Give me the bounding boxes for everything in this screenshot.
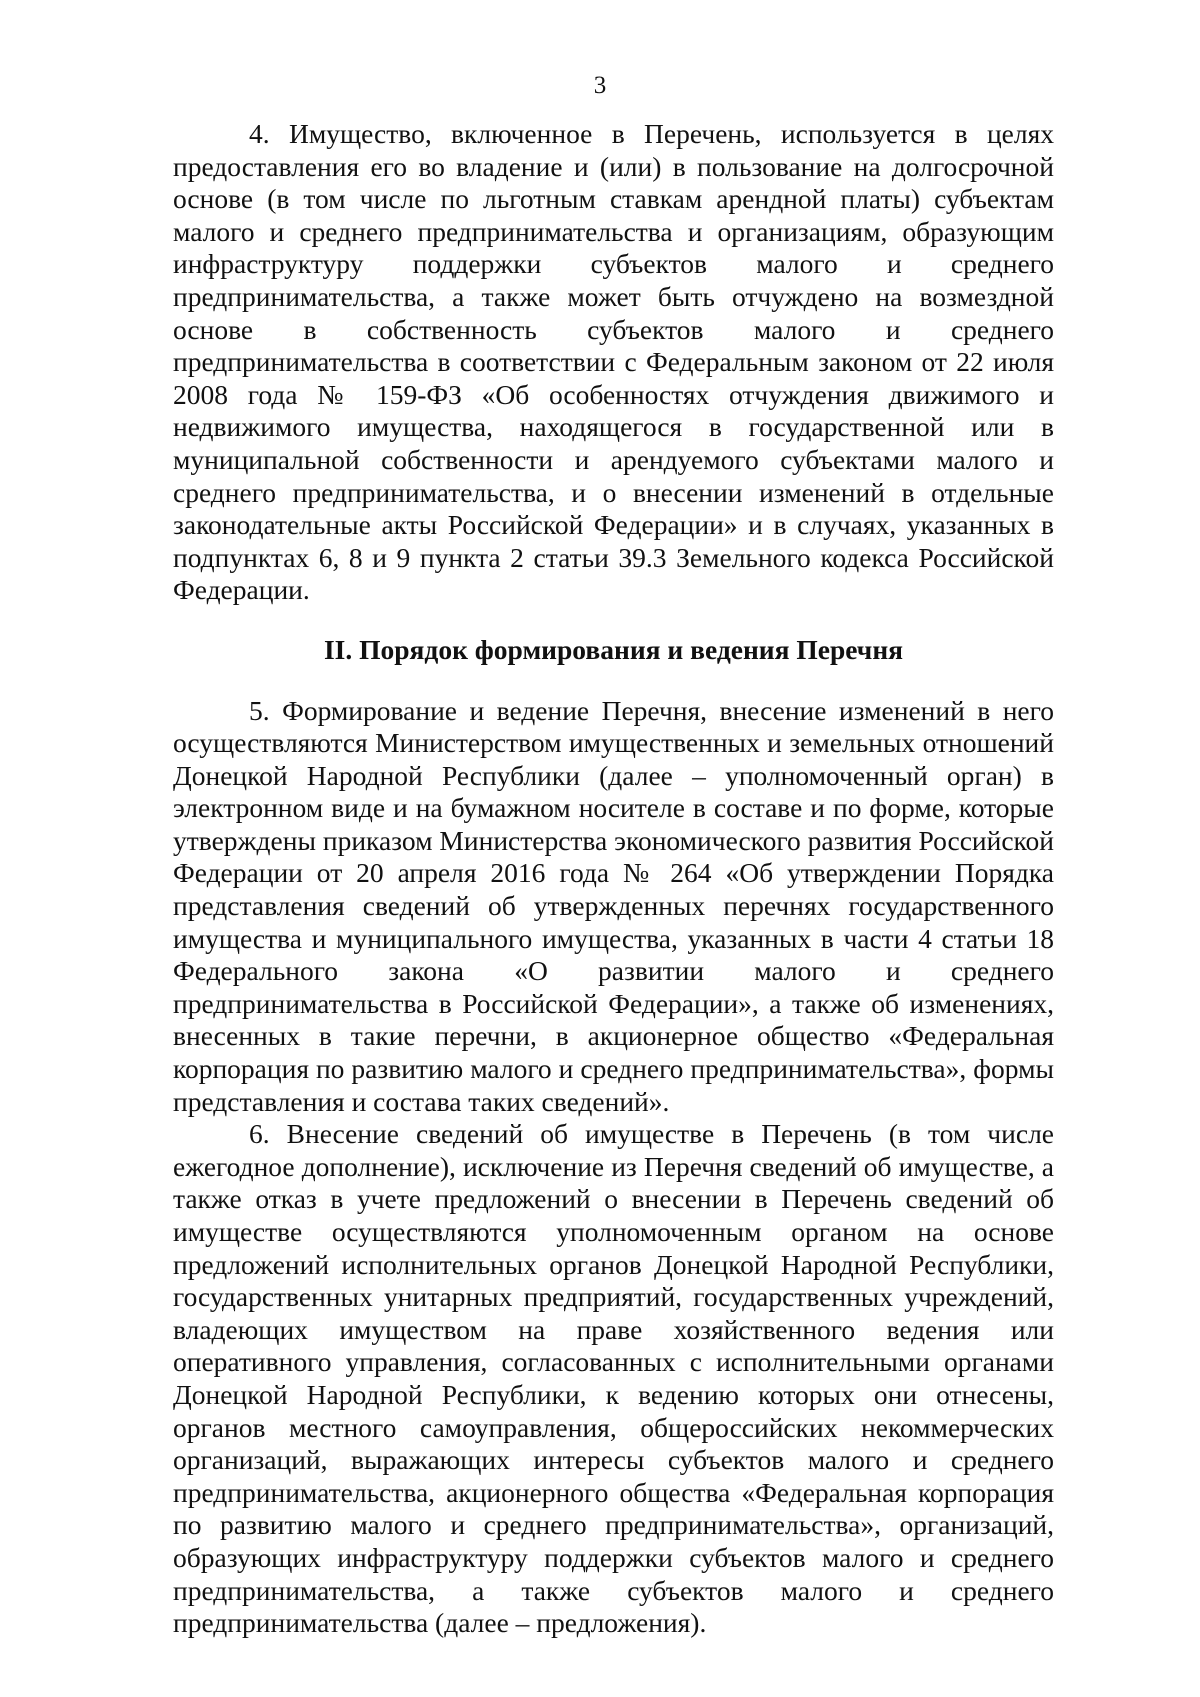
document-body bbox=[173, 118, 1054, 1640]
page-number: 3 bbox=[593, 72, 607, 99]
paragraph-4: 4. Имущество, включенное в Перечень, используется в целях предоставления его во владение и (или) в пользование на долгосрочной основе (в том числе по льготным ставкам арендной платы) субъектам малого и среднего предпринимательства и организациям, образующим инфраструктуру поддержки субъектов малого и среднего предпринимательства, а также может быть отчуждено на возмездной основе в собственность субъектов малого и среднего предпринимательства в соответствии с Федеральным законом от 22 июля 2008 года № 159-ФЗ «Об особенностях отчуждения движимого и недвижимого имущества, находящегося в государственной или в муниципальной собственности и арендуемого субъектами малого и среднего предпринимательства, и о внесении изменений в отдельные законодательные акты Российской Федерации» и в случаях, указанных в подпунктах 6, 8 и 9 пункта 2 статьи 39.3 Земельного кодекса Российской Федерации. bbox=[173, 118, 1054, 606]
paragraph-6: 6. Внесение сведений об имуществе в Перечень (в том числе ежегодное дополнение), исключение из Перечня сведений об имуществе, а также отказ в учете предложений о внесении в Перечень сведений об имуществе осуществляются уполномоченным органом на основе предложений исполнительных органов Донецкой Народной Республики, государственных унитарных предприятий, государственных учреждений, владеющих имуществом на праве хозяйственного ведения или оперативного управления, согласованных с исполнительными органами Донецкой Народной Республики, к ведению которых они отнесены, органов местного самоуправления, общероссийских некоммерческих организаций, выражающих интересы субъектов малого и среднего предпринимательства, акционерного общества «Федеральная корпорация по развитию малого и среднего предпринимательства», организаций, образующих инфраструктуру поддержки субъектов малого и среднего предпринимательства, а также субъектов малого и среднего предпринимательства (далее – предложения). bbox=[173, 1118, 1054, 1639]
section-heading: II. Порядок формирования и ведения Перечня bbox=[323, 633, 904, 665]
paragraph-5: 5. Формирование и ведение Перечня, внесение изменений в него осуществляются Министерством имущественных и земельных отношений Донецкой Народной Республики (далее – уполномоченный орган) в электронном виде и на бумажном носителе в составе и по форме, которые утверждены приказом Министерства экономического развития Российской Федерации от 20 апреля 2016 года № 264 «Об утверждении Порядка представления сведений об утвержденных перечнях государственного имущества и муниципального имущества, указанных в части 4 статьи 18 Федерального закона «О развитии малого и среднего предпринимательства в Российской Федерации», а также об изменениях, внесенных в такие перечни, в акционерное общество «Федеральная корпорация по развитию малого и среднего предпринимательства», формы представления и состава таких сведений». bbox=[173, 694, 1054, 1117]
